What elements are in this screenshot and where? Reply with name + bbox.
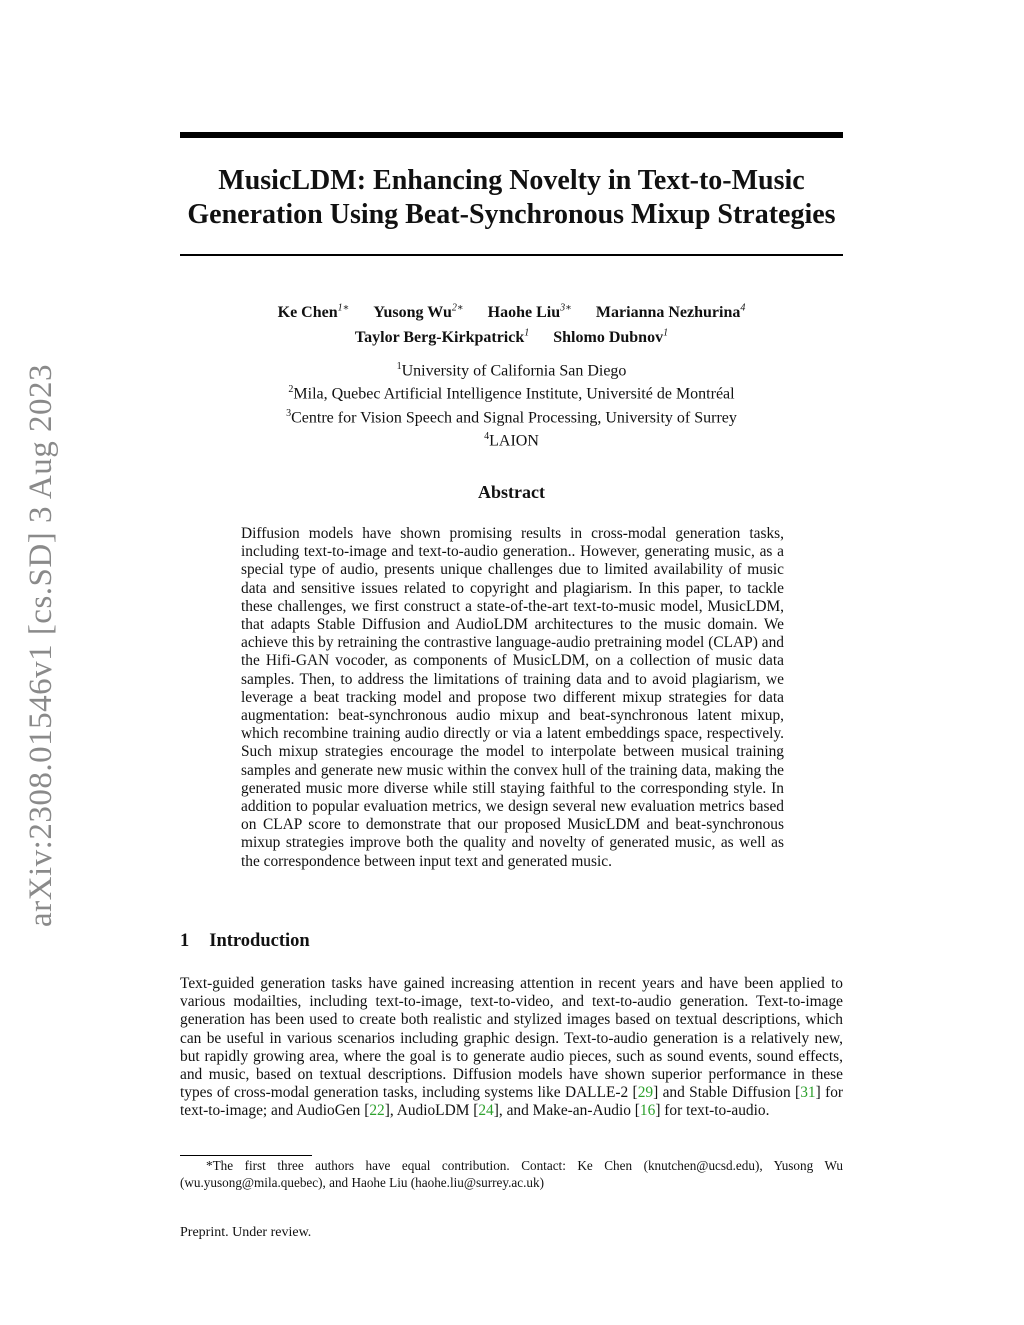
arxiv-id: arXiv:2308.01546v1 [cs.SD] 3 Aug 2023 [22,363,59,927]
author: Shlomo Dubnov$^1$ [553,327,669,346]
citation-link[interactable]: 16 [639,1102,656,1120]
affiliation-list [180,357,843,450]
author: Ke Chen$^{1∗}$ [277,303,350,322]
author-list [180,299,843,348]
footnote: *The first three authors have equal contribution. Contact: Ke Chen (knutchen@ucsd.edu), Yusong Wu (wu.yusong@mila.quebec), and Haohe Liu (haohe.liu@surrey.ac.uk) [180,1158,843,1190]
affiliation: $^2$Mila, Quebec Artificial Intelligence Institute, Université de Montréal [288,384,735,403]
title-line-1: MusicLDM: Enhancing Novelty in Text-to-Music [218,165,805,196]
section-number: 1 [180,931,190,951]
citation-link[interactable]: 31 [800,1084,816,1102]
affiliation: $^4$LAION [484,430,539,450]
preprint-note: Preprint. Under review. [180,1225,312,1240]
author: Yusong $Wu^{2∗}$ [373,303,464,322]
citation-link[interactable]: 22 [369,1102,385,1120]
author: Marianna Nezhurina$^4$ [595,303,746,322]
author: Haohe Liu$^{3∗}$ [487,303,572,322]
footnote-rule [180,1155,312,1156]
abstract-body: Diffusion models have shown promising results in cross-modal generation tasks, including text-to-image and text-to-audio generation.. However, generating music, as a special type of audio, presents unique challenges due to limited availability of music data and sensitive issues related to copyright and plagiarism. In this paper, to tackle these challenges, we first construct a state-of-the-art text-to-music model, MusicLDM, that adapts Stable Diffusion and AudioLDM architectures to the music domain. We achieve this by retraining the contrastive language-audio pretraining model (CLAP) and the Hifi-GAN vocoder, as components of MusicLDM, on a collection of music data samples. Then, to address the limitations of training data and to avoid plagiarism, we leverage a beat tracking model and propose two different mixup strategies for data augmentation: beat-synchronous audio mixup and beat-synchronous latent mixup, which recombine training audio directly or via a latent embeddings space, respectively. Such mixup strategies encourage the model to interpolate between musical training samples and generate new music within the convex hull of the training data, making the generated music more diverse while still staying faithful to the corresponding style. In addition to popular evaluation metrics, we design several new evaluation metrics based on CLAP score to demonstrate that our proposed MusicLDM and beat-synchronous mixup strategies improve both the quality and novelty of generated music, as well as the correspondence between input text and generated music. [241,525,784,870]
introduction-paragraph: Text-guided generation tasks have gained increasing attention in recent years and have been applied to various modailties, including text-to-image, text-to-video, and text-to-audio generation. Text-to-image generation has been used to create both realistic and stylized images based on textual descriptions, which can be useful in various scenarios including graphic design. Text-to-audio generation is a relatively new, but rapidly growing area, where the goal is to generate audio pieces, such as sound events, sound effects, and music, based on textual descriptions. Diffusion models have shown superior performance in these types of cross-modal generation tasks, including systems like DALLE-2 [29] and Stable Diffusion [31] for text-to-image; and AudioGen [22], AudioLDM [24], and Make-an-Audio [16] for text-to-audio. [180,975,844,1120]
section-title: Introduction [209,931,310,951]
title-line-2: Generation Using Beat-Synchronous Mixup Strategies [187,199,836,230]
arxiv-stamp [16,360,66,930]
paper-title [180,164,843,232]
affiliation: $^3$Centre for Vision Speech and Signal Processing, University of Surrey [286,407,737,426]
author: Taylor Berg-Kirkpatrick$^1$ [354,327,530,346]
abstract-heading: Abstract [478,482,545,502]
section-heading-introduction [180,931,310,952]
citation-link[interactable]: 24 [478,1102,494,1120]
title-top-rule [180,132,843,138]
title-bottom-rule [180,254,843,256]
affiliation: $^1$University of California San Diego [396,361,627,380]
citation-link[interactable]: 29 [637,1084,654,1102]
